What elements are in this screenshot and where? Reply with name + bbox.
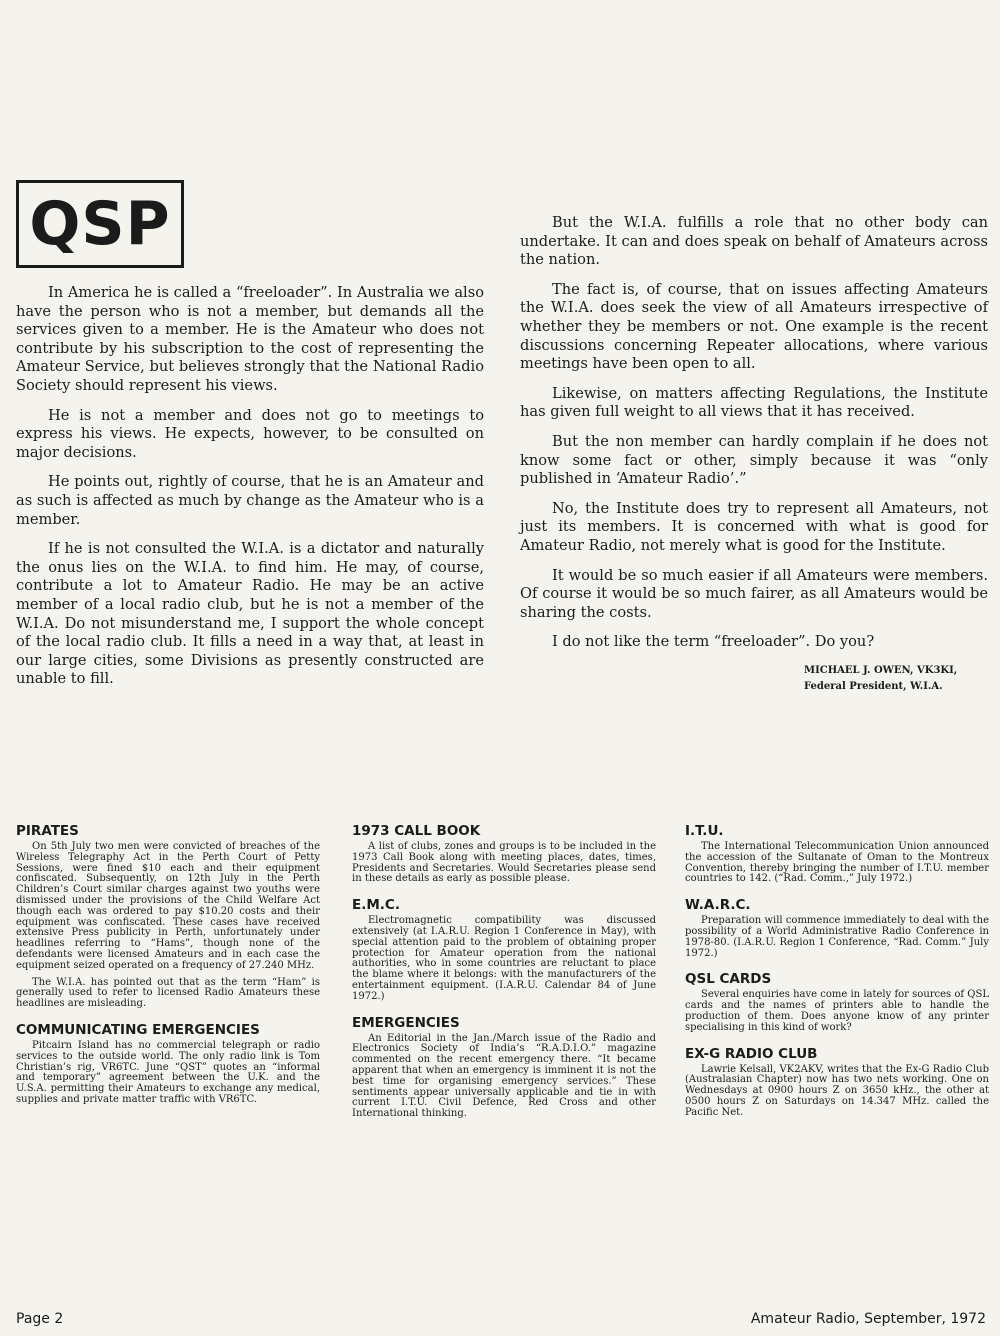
news-column-2	[352, 823, 656, 1132]
story-paragraph: The W.I.A. has pointed out that as the term “Ham” is generally used to refer to licensed Radio Amateurs these headlines are misleading.	[16, 976, 320, 1010]
news-story-ex-g-radio-club	[685, 1046, 989, 1119]
story-heading: EX-G RADIO CLUB	[685, 1045, 818, 1062]
editorial-paragraph: But the W.I.A. fulfills a role that no other body can undertake. It can and does speak on behalf of Amateurs across the nation.	[520, 214, 988, 269]
editorial-paragraph: He points out, rightly of course, that he is an Amateur and as such is affected as much by change as the Amateur who is a member.	[16, 473, 484, 528]
editorial-paragraph: The fact is, of course, that on issues affecting Amateurs the W.I.A. does seek the view of all Amateurs irrespective of whether they be members or not. One example is the recent discussions concerning Repeater allocations, where various meetings have been open to all.	[520, 280, 988, 373]
news-story-communicating-emergencies	[16, 1022, 320, 1106]
story-paragraph: The International Telecommunication Union announced the accession of the Sultanate of Oman to the Montreux Convention, thereby bringing the number of I.T.U. member countries to 142. (“Rad. Comm.,” July 1972.)	[685, 841, 989, 885]
story-paragraph: Pitcairn Island has no commercial telegraph or radio services to the outside world. The only radio link is Tom Christian’s rig, VR6TC. June “QST” quotes an “informal and temporary” agreement between the U.K. and the U.S.A. permitting their Amateurs to exchange any medical, supplies and private matter traffic with VR6TC.	[16, 1039, 320, 1105]
editorial-paragraph: He is not a member and does not go to meetings to express his views. He expects, however, to be consulted on major decisions.	[16, 406, 484, 461]
editorial-paragraph: Likewise, on matters affecting Regulations, the Institute has given full weight to all views that it has received.	[520, 384, 988, 421]
news-story-emc	[352, 897, 656, 1002]
story-heading: E.M.C.	[352, 897, 400, 914]
news-story-emergencies	[352, 1015, 656, 1120]
page-number: Page 2	[16, 1311, 64, 1327]
editorial-paragraph: But the non member can hardly complain if he does not know some fact or other, simply because it was “only published in ‘Amateur Radio’.”	[520, 432, 988, 488]
signature-name: MICHAEL J. OWEN, VK3KI,	[804, 664, 958, 676]
story-paragraph: Preparation will commence immediately to deal with the possibility of a World Administrative Radio Conference in 1978-80. (I.A.R.U. Region 1 Conference, “Rad. Comm.” July 1972.)	[685, 915, 989, 959]
story-paragraph: Lawrie Kelsall, VK2AKV, writes that the Ex-G Radio Club (Australasian Chapter) now has two nets working. One on Wednesdays at 0900 hours Z on 3650 kHz., the other at 0500 hours Z on Saturdays on 14.347 MHz. called the Pacific Net.	[685, 1063, 989, 1118]
publication-footer: Amateur Radio, September, 1972	[750, 1311, 986, 1327]
story-paragraph: On 5th July two men were convicted of breaches of the Wireless Telegraphy Act in the Perth Court of Petty Sessions, were fined $10 each and their equipment confiscated. Subsequently, on 12th July in the Perth Children’s Court similar charges against two youths were dismissed under the provisions of the Child Welfare Act though each was ordered to pay $10.20 costs and their equipment was confiscated. These cases have received extensive Press publicity in Perth, unfortunately under headlines referring to “Hams”, though none of the defendants were licensed Amateurs and in each case the equipment seized operated on a frequency of 27.240 MHz.	[16, 841, 320, 971]
story-paragraph: A list of clubs, zones and groups is to be included in the 1973 Call Book along with meeting places, dates, times, Presidents and Secretaries. Would Secretaries please send in these details as early as possible please.	[352, 841, 656, 885]
editorial-paragraph: In America he is called a “freeloader”. In Australia we also have the person who is not a member, but demands all the services given to a member. He is the Amateur who does not contribute by his subscription to the cost of representing the Amateur Service, but believes strongly that the National Radio Society should represent his views.	[16, 284, 484, 394]
qsp-title: QSP	[29, 189, 171, 259]
news-story-itu	[685, 823, 989, 885]
story-heading: QSL CARDS	[685, 971, 772, 988]
story-heading: W.A.R.C.	[685, 897, 751, 914]
news-story-call-book	[352, 823, 656, 885]
editorial-paragraph: If he is not consulted the W.I.A. is a dictator and naturally the onus lies on the W.I.A. to find him. He may, of course, contribute a lot to Amateur Radio. He may be an active member of a local radio club, but he is not a member of the W.I.A. Do not misunderstand me, I support the whole concept of the local radio club. It fills a need in a way that, at least in our large cities, some Divisions as presently constructed are unable to fill.	[16, 540, 484, 688]
story-heading: I.T.U.	[685, 823, 724, 839]
news-story-qsl-cards	[685, 971, 989, 1033]
story-heading: EMERGENCIES	[352, 1014, 460, 1031]
story-paragraph: Several enquiries have come in lately for sources of QSL cards and the names of printers able to handle the production of them. Does anyone know of any printer specialising in this kind of work?	[685, 989, 989, 1033]
qsp-logo-box	[16, 180, 184, 268]
news-column-3	[685, 823, 989, 1131]
editorial-paragraph: It would be so much easier if all Amateurs were members. Of course it would be so much fairer, as all Amateurs would be sharing the costs.	[520, 566, 988, 621]
story-heading: COMMUNICATING EMERGENCIES	[16, 1021, 260, 1038]
editorial-left-column	[16, 284, 484, 700]
news-story-pirates	[16, 823, 320, 1010]
story-heading: PIRATES	[16, 823, 79, 839]
story-paragraph: Electromagnetic compatibility was discussed extensively (at I.A.R.U. Region 1 Conference in May), with special attention paid to the problem of obtaining proper protection for Amateur operation from the national authorities, who in some countries are reluctant to place the blame where it belongs: with the manufacturers of the entertainment equipment. (I.A.R.U. Calendar 84 of June 1972.)	[352, 915, 656, 1002]
story-heading: 1973 CALL BOOK	[352, 823, 481, 839]
editorial-paragraph: I do not like the term “freeloader”. Do you?	[552, 633, 875, 651]
editorial-paragraph: No, the Institute does try to represent all Amateurs, not just its members. It is concerned with what is good for Amateur Radio, not merely what is good for the Institute.	[520, 499, 988, 554]
news-story-warc	[685, 897, 989, 959]
news-column-1	[16, 823, 320, 1118]
editorial-right-column	[520, 214, 988, 695]
story-paragraph: An Editorial in the Jan./March issue of the Radio and Electronics Society of India’s “R.A.D.I.O.” magazine commented on the recent emergency there. “It became apparent that when an emergency is imminent it is not the best time for organising emergency services.” These sentiments appear universally applicable and tie in with current I.T.U. Civil Defence, Red Cross and other International thinking.	[352, 1032, 656, 1120]
editorial-signature	[804, 663, 988, 695]
signature-title: Federal President, W.I.A.	[804, 680, 943, 692]
